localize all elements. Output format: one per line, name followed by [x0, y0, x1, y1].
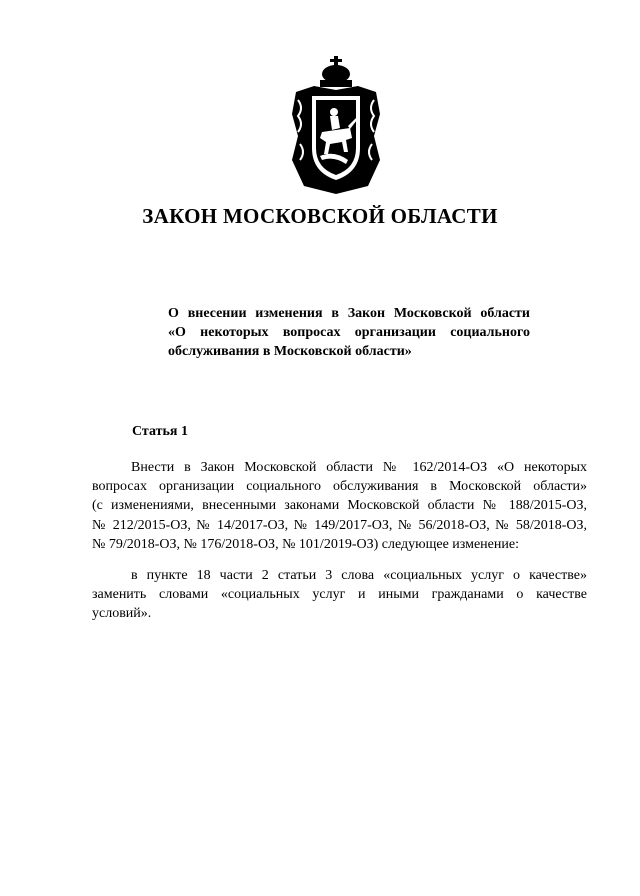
paragraph-line: № 212/2015-ОЗ, № 14/2017-ОЗ, № 149/2017-ОЗ, № 56/2018-ОЗ, № 58/2018-ОЗ, — [92, 517, 587, 533]
paragraph-line: (с изменениями, внесенными законами Московской области № 188/2015-ОЗ, — [92, 498, 587, 514]
paragraph-line: в пункте 18 части 2 статьи 3 слова «социальных услуг о качестве» — [131, 568, 587, 583]
paragraph-line: вопросах организации социального обслуживания в Московской области» — [92, 479, 587, 495]
coat-of-arms-icon — [290, 56, 382, 196]
subject-line: обслуживания в Московской области» — [168, 344, 412, 359]
article-title: Статья 1 — [132, 424, 188, 439]
paragraph-line: заменить словами «социальных услуг и иными гражданами о качестве — [92, 587, 587, 603]
law-title: ЗАКОН МОСКОВСКОЙ ОБЛАСТИ — [142, 204, 498, 228]
law-subject — [168, 304, 530, 361]
subject-line: О внесении изменения в Закон Московской области — [168, 306, 530, 321]
paragraph-line: условий». — [92, 606, 152, 622]
subject-line: «О некоторых вопросах организации социального — [168, 325, 530, 340]
paragraph-line: Внести в Закон Московской области № 162/2014-ОЗ «О некоторых — [131, 460, 587, 475]
article-paragraph — [92, 458, 587, 554]
paragraph-line: № 79/2018-ОЗ, № 176/2018-ОЗ, № 101/2019-ОЗ) следующее изменение: — [92, 536, 519, 552]
article-paragraph — [92, 566, 587, 624]
